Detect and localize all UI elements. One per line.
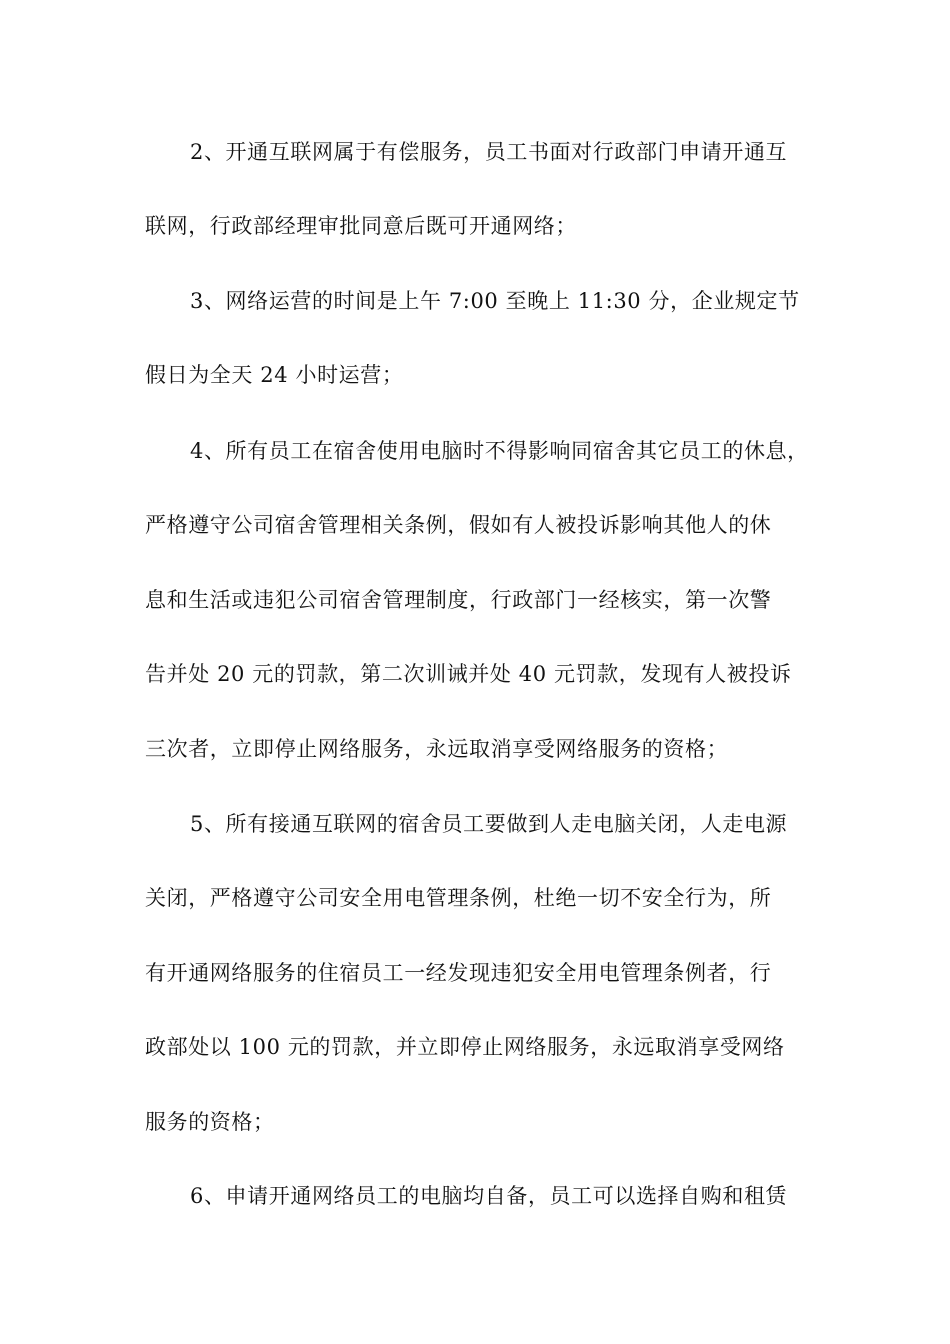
paragraph-4-line-2: 严格遵守公司宿舍管理相关条例，假如有人被投诉影响其他人的休 <box>145 513 772 537</box>
paragraph-3-line-2: 假日为全天 24 小时运营； <box>145 363 404 387</box>
paragraph-4-line-5: 三次者，立即停止网络服务，永远取消享受网络服务的资格； <box>145 737 729 761</box>
paragraph-3-line-1: 3、网络运营的时间是上午 7:00 至晚上 11:30 分，企业规定节 <box>190 289 800 313</box>
paragraph-4-line-1: 4、所有员工在宿舍使用电脑时不得影响同宿舍其它员工的休息， <box>190 439 809 463</box>
paragraph-2-line-2: 联网，行政部经理审批同意后既可开通网络； <box>145 214 577 238</box>
paragraph-5-line-1: 5、所有接通互联网的宿舍员工要做到人走电脑关闭，人走电源 <box>190 812 788 836</box>
paragraph-4-line-3: 息和生活或违犯公司宿舍管理制度，行政部门一经核实，第一次警 <box>145 588 772 612</box>
paragraph-5-line-3: 有开通网络服务的住宿员工一经发现违犯安全用电管理条例者，行 <box>145 961 772 985</box>
paragraph-4-line-4: 告并处 20 元的罚款，第二次训诫并处 40 元罚款，发现有人被投诉 <box>145 662 792 686</box>
paragraph-5-line-2: 关闭，严格遵守公司安全用电管理条例，杜绝一切不安全行为，所 <box>145 886 772 910</box>
paragraph-5-line-5: 服务的资格； <box>145 1110 275 1134</box>
paragraph-6-line-1: 6、申请开通网络员工的电脑均自备，员工可以选择自购和租赁 <box>190 1184 788 1208</box>
paragraph-5-line-4: 政部处以 100 元的罚款，并立即停止网络服务，永远取消享受网络 <box>145 1035 785 1059</box>
paragraph-2-line-1: 2、开通互联网属于有偿服务，员工书面对行政部门申请开通互 <box>190 140 788 164</box>
